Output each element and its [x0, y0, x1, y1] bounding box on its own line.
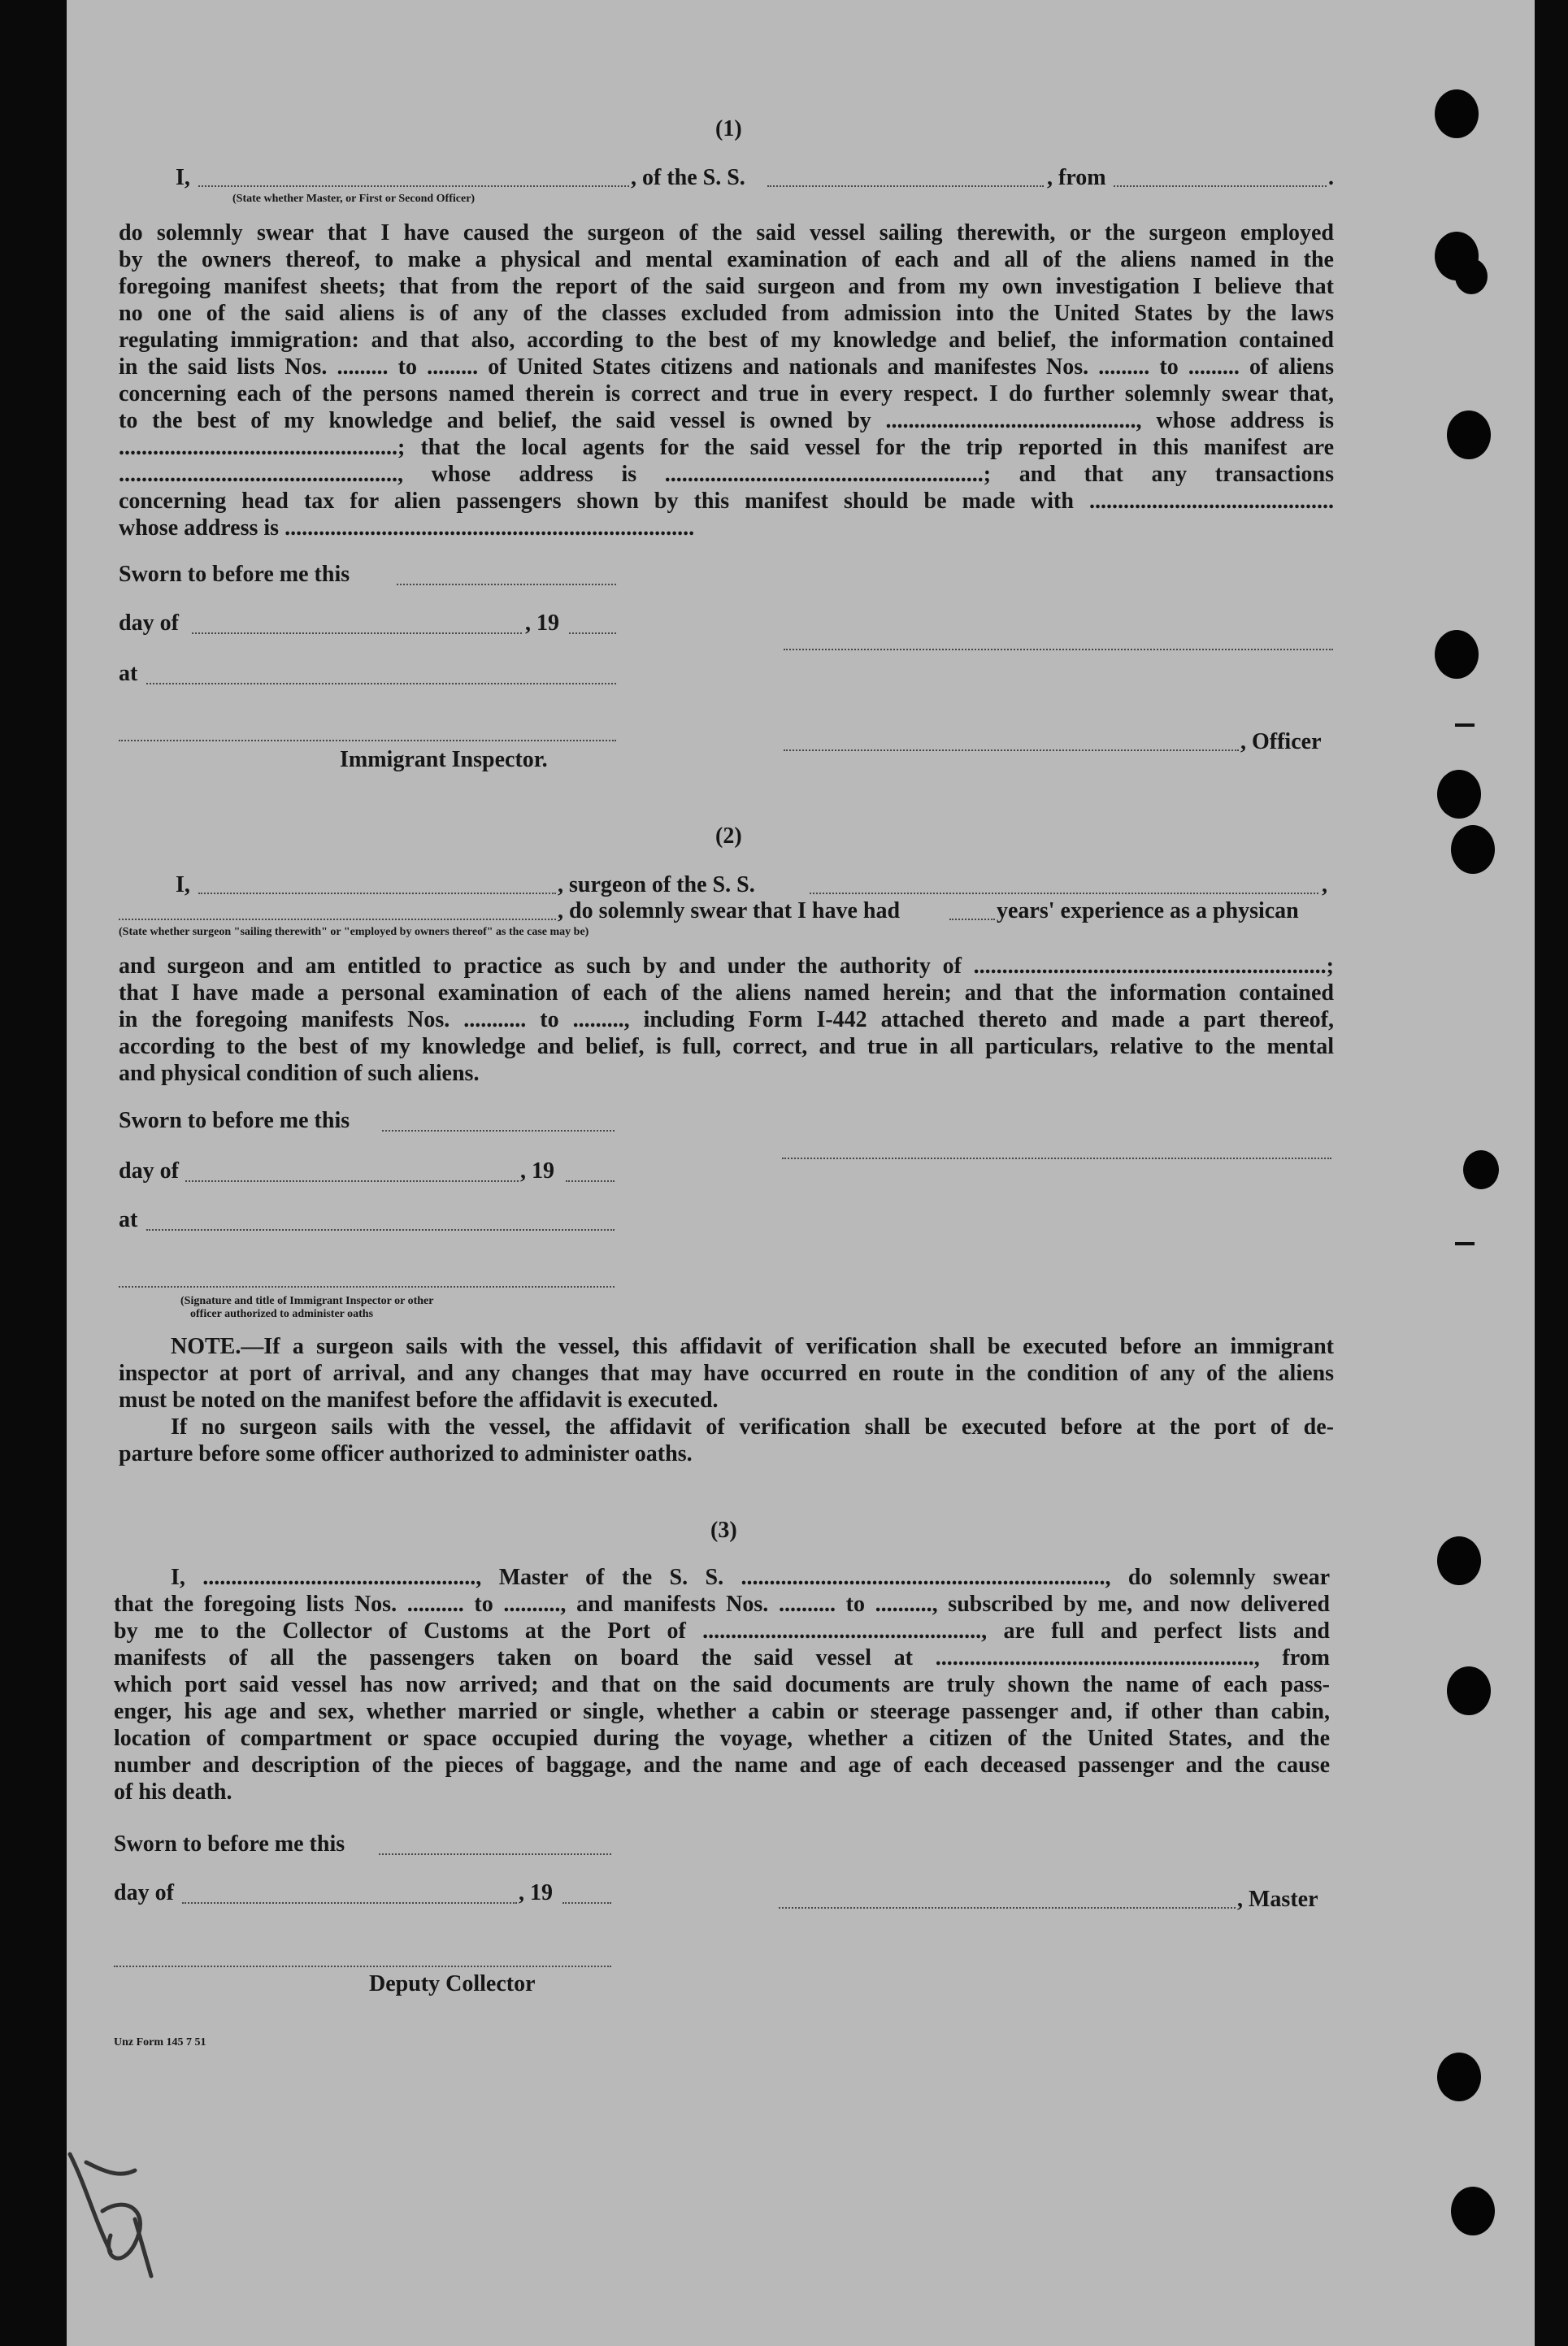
- note-paragraph: [119, 1333, 1334, 1467]
- paragraph-line: inspector at port of arrival, and any changes that may have occurred en route in the condition of any of the aliens: [119, 1361, 1334, 1386]
- section2-surgeon-note: (State whether surgeon "sailing therewith" or "employed by owners thereof" as the case may be): [119, 926, 589, 938]
- vessel-name-field[interactable]: [767, 185, 1044, 187]
- margin-mark: [1455, 723, 1475, 727]
- surgeon-status-field[interactable]: [119, 919, 556, 920]
- paragraph-line: number and description of the pieces of baggage, and the name and age of each deceased passenger and the cause: [114, 1753, 1330, 1778]
- section1-day-of: day of: [119, 610, 179, 636]
- paragraph-line: and physical condition of such aliens.: [119, 1061, 480, 1086]
- section1-from: , from: [1047, 165, 1106, 190]
- sig-note-1: (Signature and title of Immigrant Inspector or other: [180, 1295, 434, 1307]
- section3-nineteen: , 19: [519, 1880, 553, 1905]
- section2-years: years' experience as a physican: [997, 898, 1299, 923]
- punch-hole: [1437, 770, 1481, 819]
- punch-hole: [1455, 258, 1488, 294]
- collector-signature-line[interactable]: [114, 1966, 611, 1967]
- section2-sworn: Sworn to before me this: [119, 1108, 350, 1133]
- section1-nineteen: , 19: [525, 610, 559, 636]
- paragraph-line: regulating immigration: and that also, according to the best of my knowledge and belief, the information contained: [119, 328, 1334, 353]
- paragraph-line: that I have made a personal examination of each of the aliens named herein; and that the information contained: [119, 980, 1334, 1006]
- day-of-field[interactable]: [182, 1902, 517, 1904]
- section2-do-solemnly: , do solemnly swear that I have had: [558, 898, 901, 923]
- surgeon-vessel-field[interactable]: [810, 893, 1318, 894]
- form-number: Unz Form 145 7 51: [114, 2036, 206, 2048]
- master-signature-line[interactable]: [779, 1907, 1236, 1909]
- paragraph-line: If no surgeon sails with the vessel, the affidavit of verification shall be executed before at the port of de-: [171, 1414, 1334, 1440]
- section3-number: (3): [710, 1518, 737, 1543]
- paragraph-line: must be noted on the manifest before the affidavit is executed.: [119, 1388, 719, 1413]
- paragraph-line: parture before some officer authorized to administer oaths.: [119, 1441, 693, 1466]
- paragraph-line: whose address is ........................................................................: [119, 515, 695, 541]
- from-port-field[interactable]: [1114, 185, 1327, 187]
- section2-i: I,: [176, 872, 190, 897]
- section1-of-ss: , of the S. S.: [631, 165, 745, 190]
- paragraph-line: concerning head tax for alien passengers shown by this manifest should be made with ...........................................: [119, 489, 1334, 514]
- officer-signature-line[interactable]: [784, 749, 1239, 751]
- paragraph-line: ................................................., whose address is ........................................................; and that any transactions: [119, 462, 1334, 487]
- section1-i: I,: [176, 165, 190, 190]
- paragraph-line: I, ................................................, Master of the S. S. ................................................................, do solemnly swear: [171, 1565, 1330, 1590]
- section1-inspector: Immigrant Inspector.: [340, 747, 548, 772]
- punch-hole: [1437, 2053, 1481, 2101]
- paragraph-line: concerning each of the persons named therein is correct and true in every respect. I do further solemnly swear that,: [119, 381, 1334, 406]
- sworn-date-field[interactable]: [382, 1130, 615, 1132]
- inspector-signature-line[interactable]: [119, 1286, 615, 1288]
- paragraph-line: by me to the Collector of Customs at the Port of ................................................., are full and perfect lists and: [114, 1618, 1330, 1644]
- year-field[interactable]: [562, 1902, 611, 1904]
- paragraph-line: which port said vessel has now arrived; and that on the said documents are truly shown the name of each pass-: [114, 1672, 1330, 1697]
- punch-hole: [1463, 1150, 1499, 1189]
- handwritten-mark: [54, 2138, 176, 2292]
- section3-master: , Master: [1237, 1887, 1318, 1912]
- section2-nineteen: , 19: [520, 1158, 554, 1184]
- paragraph-line: NOTE.—If a surgeon sails with the vessel, this affidavit of verification shall be executed before an immigrant: [171, 1334, 1334, 1359]
- section1-paragraph: [119, 219, 1334, 541]
- section1-number: (1): [715, 116, 742, 141]
- paragraph-line: that the foregoing lists Nos. .......... to .........., and manifests Nos. .......... to .........., subscribed by me, and now delivered: [114, 1592, 1330, 1617]
- section2-day-of: day of: [119, 1158, 179, 1184]
- section3-deputy: Deputy Collector: [369, 1971, 536, 1996]
- years-field[interactable]: [949, 919, 995, 920]
- section2-surgeon-of-ss: , surgeon of the S. S.: [558, 872, 755, 897]
- surgeon-name-field[interactable]: [198, 893, 556, 894]
- section2-at: at: [119, 1207, 138, 1232]
- day-of-field[interactable]: [192, 632, 522, 634]
- paragraph-line: no one of the said aliens is of any of the classes excluded from admission into the United States by the laws: [119, 301, 1334, 326]
- section2-comma: ,: [1322, 872, 1327, 897]
- paragraph-line: in the said lists Nos. ......... to ......... of United States citizens and nationals and manifestes Nos. ......... to ......... of aliens: [119, 354, 1334, 380]
- punch-hole: [1435, 630, 1479, 679]
- section2-paragraph: [119, 953, 1334, 1087]
- section1-officer-note: (State whether Master, or First or Second Officer): [232, 193, 476, 205]
- sworn-date-field[interactable]: [397, 584, 616, 585]
- paragraph-line: in the foregoing manifests Nos. ........... to ........., including Form I-442 attached thereto and made a part thereof,: [119, 1007, 1334, 1032]
- paragraph-line: .................................................; that the local agents for the said vessel for the trip reported in this manifest are: [119, 435, 1334, 460]
- section1-officer: , Officer: [1240, 729, 1322, 754]
- officer-name-field[interactable]: [198, 185, 629, 187]
- section3-sworn: Sworn to before me this: [114, 1831, 345, 1857]
- paragraph-line: according to the best of my knowledge and belief, is full, correct, and true in all particulars, relative to the mental: [119, 1034, 1334, 1059]
- section1-period: .: [1328, 165, 1334, 190]
- punch-hole: [1451, 825, 1495, 874]
- section3-paragraph: [114, 1564, 1330, 1805]
- paragraph-line: by the owners thereof, to make a physical and mental examination of each and all of the aliens named in the: [119, 247, 1334, 272]
- paragraph-line: foregoing manifest sheets; that from the report of the said surgeon and from my own investigation I believe that: [119, 274, 1334, 299]
- sig-note-2: officer authorized to administer oaths: [190, 1308, 374, 1320]
- surgeon-signature-line[interactable]: [782, 1158, 1331, 1159]
- paragraph-line: and surgeon and am entitled to practice as such by and under the authority of ..............................................................;: [119, 954, 1334, 979]
- year-field[interactable]: [566, 1180, 615, 1182]
- section2-number: (2): [715, 823, 742, 849]
- punch-hole: [1451, 2187, 1495, 2235]
- punch-hole: [1447, 1666, 1491, 1715]
- sworn-date-field[interactable]: [379, 1853, 611, 1855]
- at-field[interactable]: [146, 1229, 615, 1231]
- year-field[interactable]: [569, 632, 616, 634]
- paragraph-line: of his death.: [114, 1779, 232, 1805]
- section1-at: at: [119, 661, 138, 686]
- punch-hole: [1435, 89, 1479, 138]
- punch-hole: [1447, 411, 1491, 459]
- inspector-signature-line[interactable]: [119, 740, 616, 741]
- punch-hole: [1437, 1536, 1481, 1585]
- paragraph-line: manifests of all the passengers taken on board the said vessel at ........................................................, from: [114, 1645, 1330, 1670]
- at-field[interactable]: [146, 683, 616, 684]
- day-of-field[interactable]: [185, 1180, 519, 1182]
- section3-day-of: day of: [114, 1880, 174, 1905]
- paragraph-line: location of compartment or space occupied during the voyage, whether a citizen of the United States, and the: [114, 1726, 1330, 1751]
- margin-mark: [1455, 1242, 1475, 1245]
- officer-signature-line-top[interactable]: [784, 649, 1333, 650]
- section1-sworn: Sworn to before me this: [119, 562, 350, 587]
- paragraph-line: do solemnly swear that I have caused the surgeon of the said vessel sailing therewith, or the surgeon employed: [119, 220, 1334, 245]
- paragraph-line: to the best of my knowledge and belief, the said vessel is owned by ............................................, whose address is: [119, 408, 1334, 433]
- paragraph-line: enger, his age and sex, whether married or single, whether a cabin or steerage passenger and, if other than cabin,: [114, 1699, 1330, 1724]
